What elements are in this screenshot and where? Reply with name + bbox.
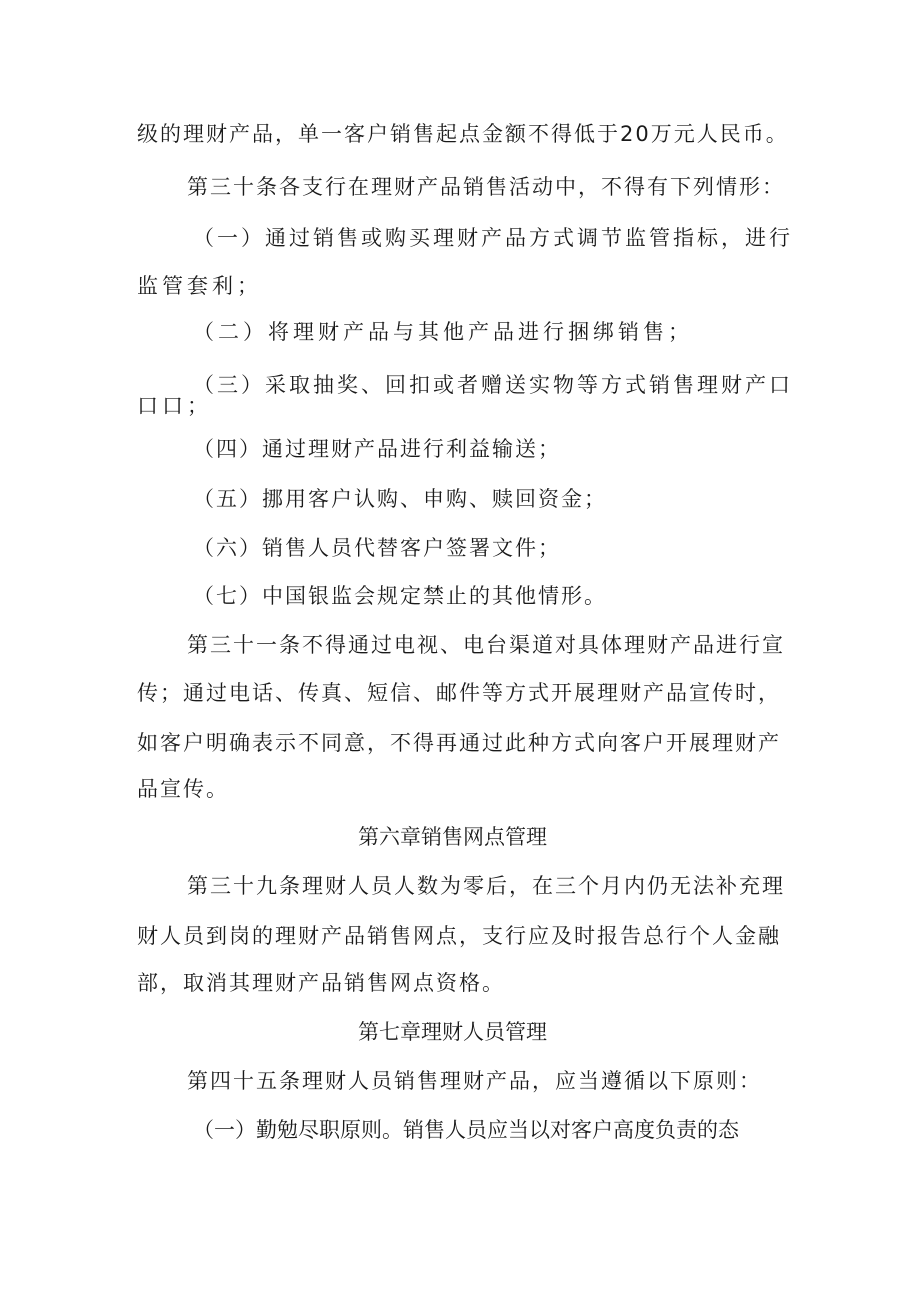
text-line-5: （二）将理财产品与其他产品进行捆绑销售； bbox=[193, 320, 693, 344]
text-line-3: （一）通过销售或购买理财产品方式调节监管指标，进行 bbox=[193, 226, 793, 250]
text-line-22: （一）勤勉尽职原则。销售人员应当以对客户高度负责的态 bbox=[193, 1118, 739, 1142]
chapter-heading-6: 第六章销售网点管理 bbox=[358, 825, 547, 849]
chapter-heading-7: 第七章理财人员管理 bbox=[358, 1020, 547, 1044]
text-line-17: 第三十九条理财人员人数为零后，在三个月内仍无法补充理 bbox=[187, 874, 785, 898]
text-line-10: （六）销售人员代替客户签署文件； bbox=[193, 536, 561, 560]
text-line-8: （四）通过理财产品进行利益输送； bbox=[193, 437, 561, 461]
text-line-13: 传；通过电话、传真、短信、邮件等方式开展理财产品宣传时， bbox=[137, 681, 781, 705]
text-line-12: 第三十一条不得通过电视、电台渠道对具体理财产品进行宣 bbox=[187, 633, 785, 657]
text-line-1: 级的理财产品，单一客户销售起点金额不得低于20万元人民币。 bbox=[137, 122, 789, 146]
text-line-18: 财人员到岗的理财产品销售网点，支行应及时报告总行个人金融 bbox=[137, 924, 781, 948]
text-line-7: 口口； bbox=[137, 394, 212, 418]
text-line-6: （三）采取抽奖、回扣或者赠送实物等方式销售理财产口 bbox=[193, 373, 793, 397]
text-line-15: 品宣传。 bbox=[137, 777, 229, 801]
text-line-19: 部，取消其理财产品销售网点资格。 bbox=[137, 971, 505, 995]
text-line-14: 如客户明确表示不同意，不得再通过此种方式向客户开展理财产 bbox=[137, 731, 781, 755]
text-line-9: （五）挪用客户认购、申购、赎回资金； bbox=[193, 487, 607, 511]
text-line-4: 监管套利； bbox=[137, 274, 262, 298]
text-line-11: （七）中国银监会规定禁止的其他情形。 bbox=[193, 584, 607, 608]
text-line-2: 第三十条各支行在理财产品销售活动中，不得有下列情形： bbox=[187, 175, 785, 199]
text-line-21: 第四十五条理财人员销售理财产品，应当遵循以下原则： bbox=[187, 1069, 762, 1093]
